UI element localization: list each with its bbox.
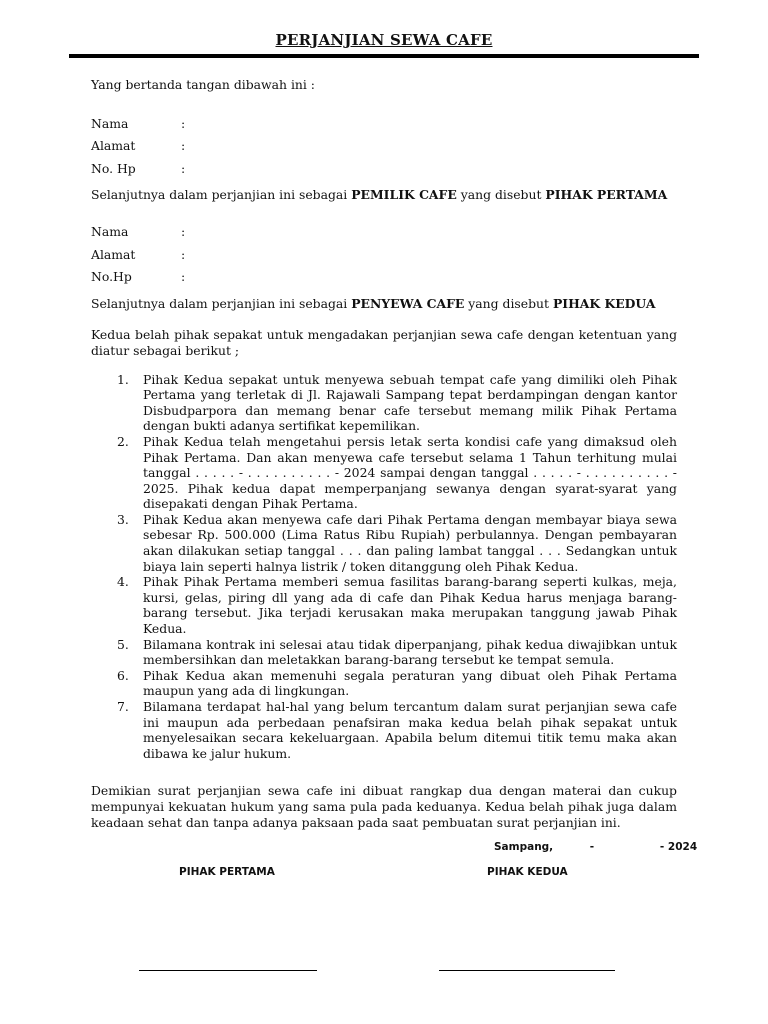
designation-text: yang disebut bbox=[456, 187, 546, 203]
term-item bbox=[91, 699, 677, 761]
term-text: Pihak Kedua akan menyewa cafe dari Pihak Pertama dengan membayar biaya sewa sebesar Rp. 500.000 (Lima Ratus Ribu Rupiah) perbulannya. Dengan pembayaran akan dilakukan setiap tanggal . . . dan paling lambat tanggal . . . Sedangkan untuk biaya lain seperti halnya listrik / token ditanggung oleh Pihak Kedua. bbox=[143, 511, 677, 574]
term-number: 2. bbox=[117, 433, 129, 449]
field-label: Nama bbox=[91, 223, 129, 239]
term-number: 5. bbox=[117, 636, 129, 652]
designation-text: Selanjutnya dalam perjanjian ini sebagai bbox=[91, 187, 352, 203]
party2-field-address bbox=[91, 247, 677, 270]
party2-fields bbox=[91, 224, 677, 292]
designation-party: PIHAK PERTAMA bbox=[545, 187, 668, 203]
term-text: Pihak Kedua sepakat untuk menyewa sebuah tempat cafe yang dimiliki oleh Pihak Pertama yang terletak di Jl. Rajawali Sampang tepat berdampingan dengan kantor Disbudparpora dan memang benar cafe tersebut memang milik Pihak Pertama dengan bukti adanya sertifikat kepemilikan. bbox=[143, 371, 677, 434]
term-item bbox=[91, 668, 677, 699]
field-label: No. Hp bbox=[91, 160, 136, 176]
party1-designation bbox=[91, 187, 677, 203]
term-item bbox=[91, 574, 677, 636]
term-text: Pihak Kedua akan memenuhi segala peraturan yang dibuat oleh Pihak Pertama maupun yang ada di lingkungan. bbox=[143, 667, 677, 699]
term-item bbox=[91, 434, 677, 512]
term-text: Bilamana terdapat hal-hal yang belum tercantum dalam surat perjanjian sewa cafe ini maupun ada perbedaan penafsiran maka kedua belah pihak sepakat untuk menyelesaikan secara kekeluargaan. Apabila belum ditemui titik temu maka akan dibawa ke jalur hukum. bbox=[143, 699, 677, 761]
field-colon: : bbox=[181, 246, 186, 262]
signature-label-first-party: PIHAK PERTAMA bbox=[179, 866, 275, 878]
party1-field-name bbox=[91, 116, 677, 139]
term-text: Pihak Kedua telah mengetahui persis letak serta kondisi cafe yang dimaksud oleh Pihak Pertama. Dan akan menyewa cafe tersebut selama 1 Tahun terhitung mulai tanggal . . . . . - . . . . . . . . . . - 2024 sampai dengan tanggal . . . . . - . . . . . . . . . . - 2025. Pihak kedua dapat memperpanjang sewanya dengan syarat-syarat yang disepakati dengan Pihak Pertama. bbox=[143, 433, 677, 512]
signature-line-first-party bbox=[139, 970, 317, 971]
term-number: 1. bbox=[117, 371, 129, 387]
term-text: Bilamana kontrak ini selesai atau tidak diperpanjang, pihak kedua diwajibkan untuk membersihkan dan meletakkan barang-barang tersebut ke tempat semula. bbox=[143, 636, 677, 668]
agreement-statement: Kedua belah pihak sepakat untuk mengadakan perjanjian sewa cafe dengan ketentuan yang diatur sebagai berikut ; bbox=[91, 327, 677, 358]
term-number: 3. bbox=[117, 511, 129, 527]
title-divider bbox=[69, 54, 699, 58]
term-item bbox=[91, 372, 677, 434]
designation-text: yang disebut bbox=[464, 295, 553, 311]
term-number: 7. bbox=[117, 699, 129, 714]
term-number: 4. bbox=[117, 574, 129, 590]
intro-text: Yang bertanda tangan dibawah ini : bbox=[91, 77, 315, 92]
terms-list bbox=[91, 372, 677, 762]
field-label: Nama bbox=[91, 115, 129, 131]
party1-fields bbox=[91, 116, 677, 184]
field-label: Alamat bbox=[91, 138, 136, 154]
closing-statement: Demikian surat perjanjian sewa cafe ini dibuat rangkap dua dengan materai dan cukup mempunyai kekuatan hukum yang sama pula pada keduanya. Kedua belah pihak juga dalam keadaan sehat dan tanpa adanya paksaan pada saat pembuatan surat perjanjian ini. bbox=[91, 783, 677, 830]
party2-field-name bbox=[91, 224, 677, 247]
place-date-line: Sampang, - - 2024 bbox=[494, 841, 698, 853]
party2-designation bbox=[91, 296, 677, 312]
field-label: No.Hp bbox=[91, 269, 132, 285]
party2-field-phone bbox=[91, 269, 677, 292]
designation-role: PEMILIK CAFE bbox=[351, 187, 457, 203]
party1-field-address bbox=[91, 138, 677, 161]
party1-field-phone bbox=[91, 161, 677, 184]
field-colon: : bbox=[181, 138, 186, 154]
document-title: PERJANJIAN SEWA CAFE bbox=[275, 31, 493, 49]
signature-label-second-party: PIHAK KEDUA bbox=[487, 866, 568, 878]
term-number: 6. bbox=[117, 667, 129, 683]
signature-line-second-party bbox=[439, 970, 615, 971]
designation-party: PIHAK KEDUA bbox=[552, 295, 656, 311]
designation-text: Selanjutnya dalam perjanjian ini sebagai bbox=[91, 295, 352, 311]
field-label: Alamat bbox=[91, 246, 136, 262]
term-item bbox=[91, 512, 677, 574]
field-colon: : bbox=[181, 160, 186, 176]
document-body bbox=[91, 77, 677, 830]
field-colon: : bbox=[181, 223, 186, 239]
term-text: Pihak Pihak Pertama memberi semua fasilitas barang-barang seperti kulkas, meja, kursi, gelas, piring dll yang ada di cafe dan Pihak Kedua harus menjaga barang-barang tersebut. Jika terjadi kerusakan maka merupakan tanggung jawab Pihak Kedua. bbox=[143, 574, 677, 637]
term-item bbox=[91, 637, 677, 668]
field-colon: : bbox=[181, 269, 186, 285]
designation-role: PENYEWA CAFE bbox=[351, 295, 465, 311]
field-colon: : bbox=[181, 115, 186, 131]
